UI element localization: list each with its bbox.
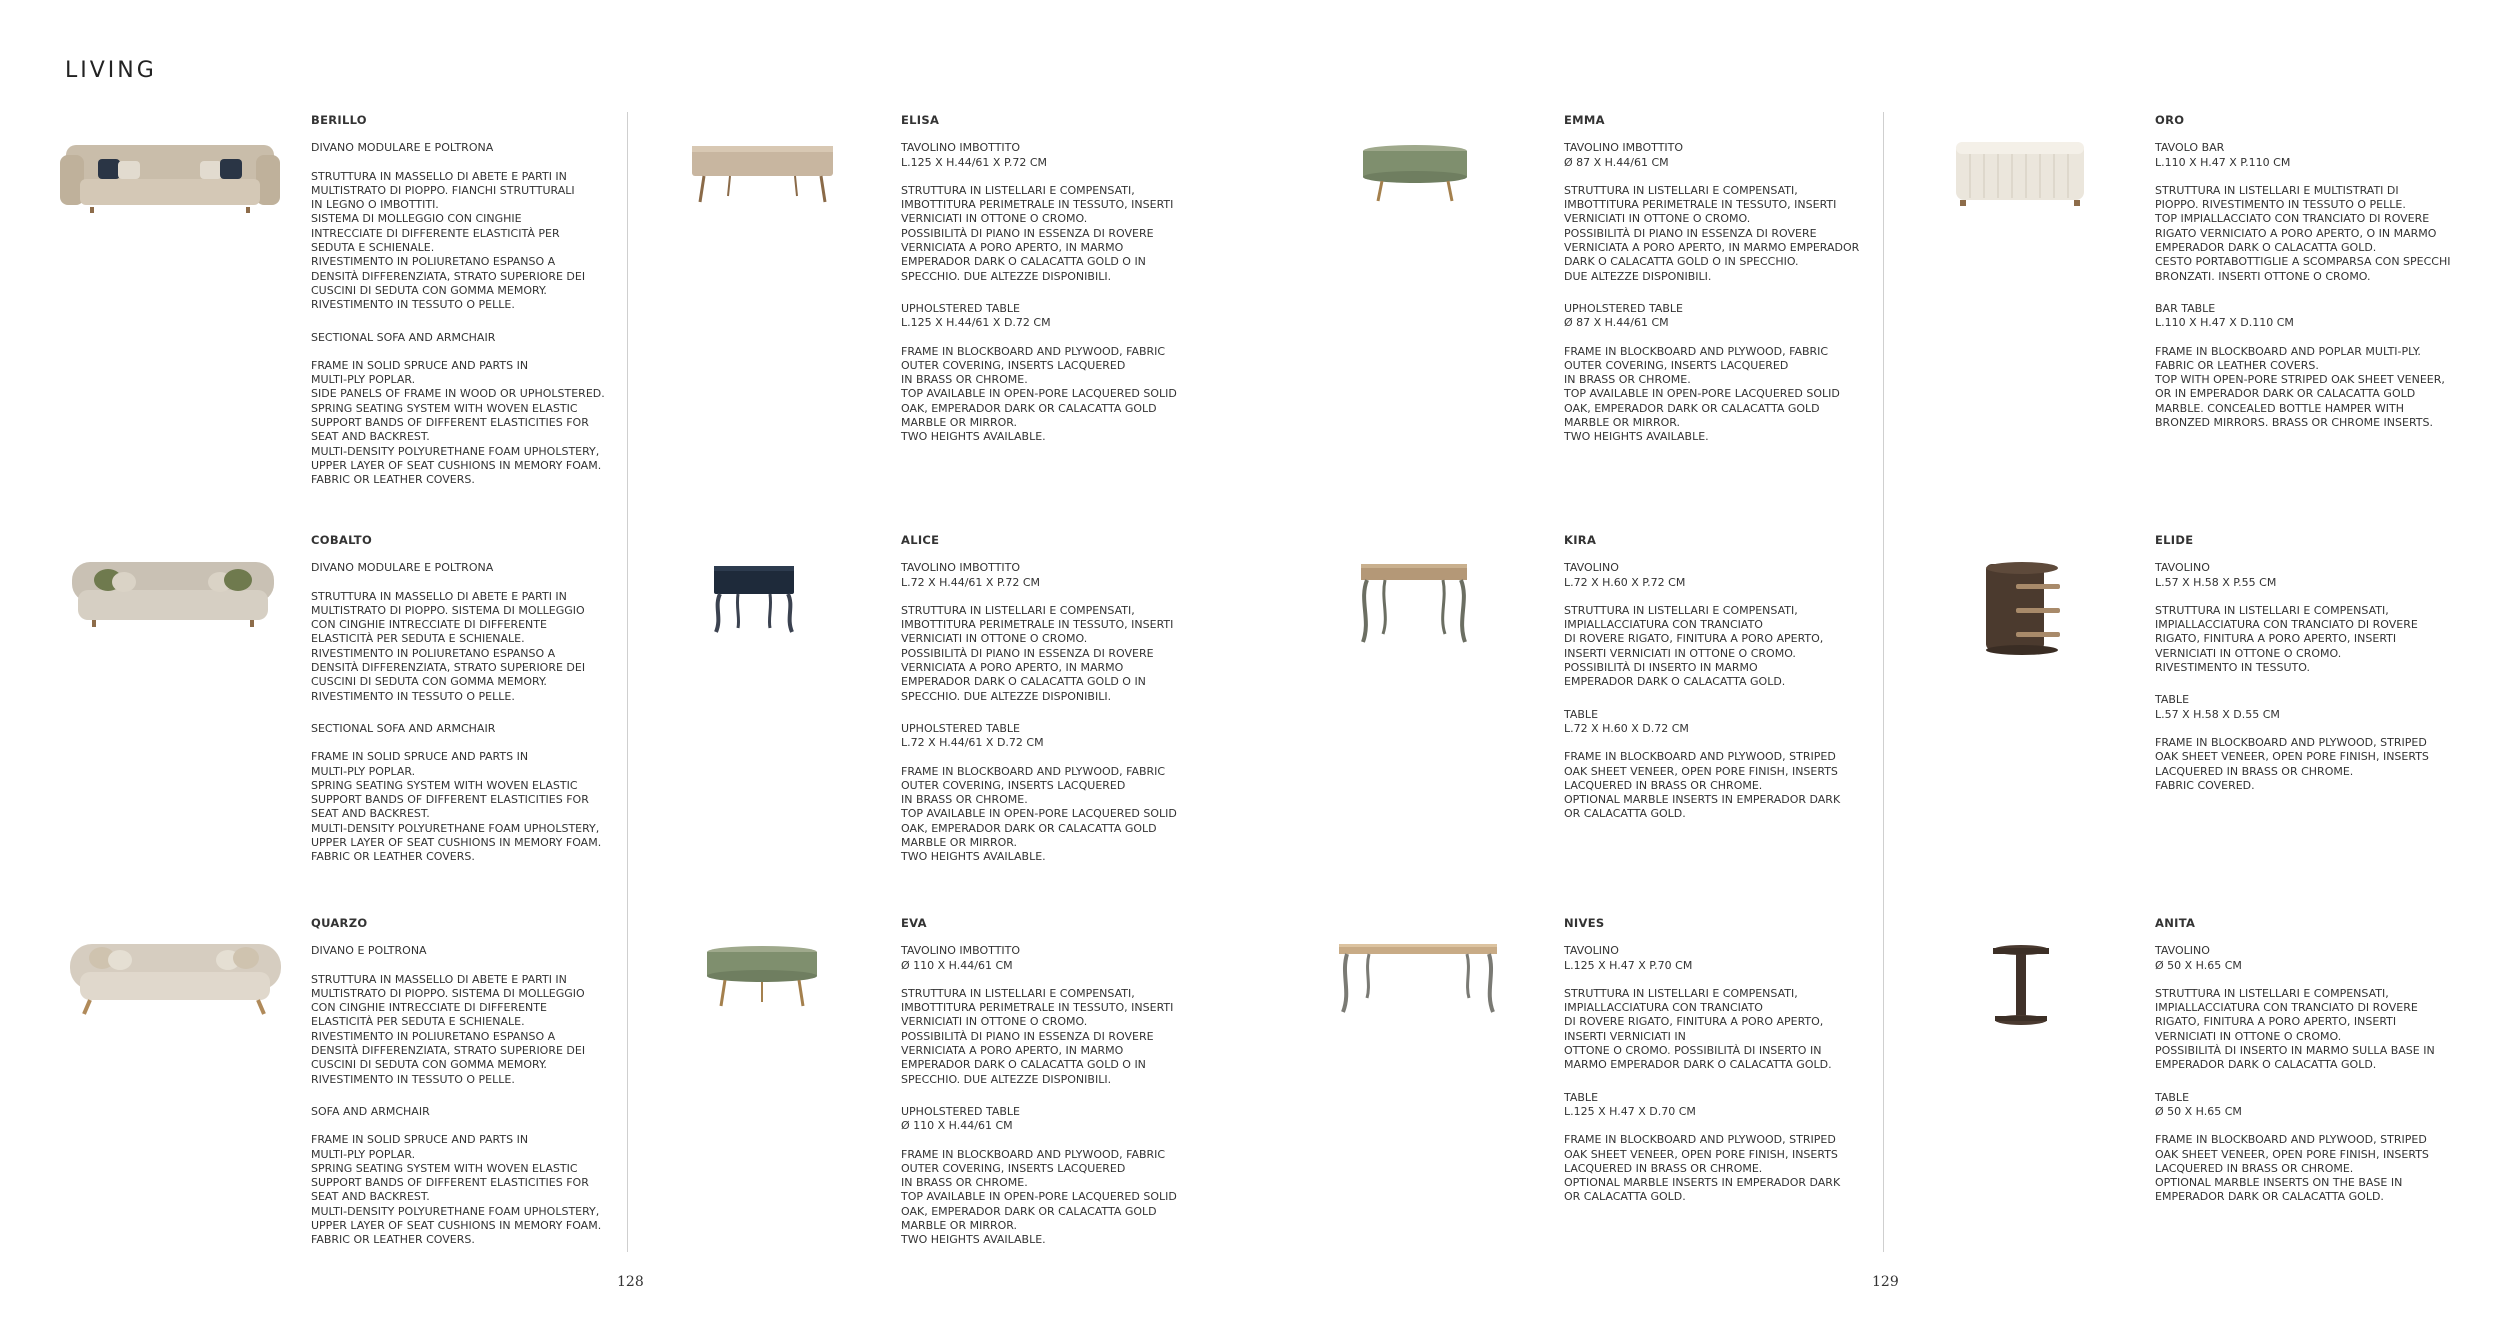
english-type: UPHOLSTERED TABLE [1564,301,1683,315]
italian-description: STRUTTURA IN LISTELLARI E COMPENSATI, IMBOTTITURA PERIMETRALE IN TESSUTO, INSERTI VERNICIATI IN OTTONE O CROMO. POSSIBILITÀ DI PIANO IN ESSENZA DI ROVERE VERNICIATA A PORO APERTO, IN MARMO EMPERADOR DARK O CALACATTA GOLD O IN SPECCHIO. DUE ALTEZZE DISPONIBILI. [1564,183,1860,283]
english-type: TABLE [2155,693,2190,707]
column-divider-left [627,112,628,1252]
italian-description: STRUTTURA IN LISTELLARI E COMPENSATI, IMBOTTITURA PERIMETRALE IN TESSUTO, INSERTI VERNICIATI IN OTTONE O CROMO. POSSIBILITÀ DI PIANO IN ESSENZA DI ROVERE VERNICIATA A PORO APERTO, IN MARMO EMPERADOR DARK O CALACATTA GOLD O IN SPECCHIO. DUE ALTEZZE DISPONIBILI. [901,183,1174,283]
product-anita [2155,916,2455,1205]
italian-dimensions: L.72 X H.44/61 X P.72 CM [901,575,1041,589]
product-name: COBALTO [311,533,373,547]
italian-type: DIVANO MODULARE E POLTRONA [311,141,494,155]
product-name: ELIDE [2155,533,2194,547]
english-description: FRAME IN BLOCKBOARD AND PLYWOOD, STRIPED OAK SHEET VENEER, OPEN PORE FINISH, INSERTS LACQUERED IN BRASS OR CHROME. OPTIONAL MARBLE INSERTS ON THE BASE IN EMPERADOR DARK OR CALACATTA GOLD. [2155,1133,2429,1204]
product-name: NIVES [1564,916,1605,930]
english-description: FRAME IN BLOCKBOARD AND PLYWOOD, STRIPED OAK SHEET VENEER, OPEN PORE FINISH, INSERTS LACQUERED IN BRASS OR CHROME. OPTIONAL MARBLE INSERTS IN EMPERADOR DARK OR CALACATTA GOLD. [1564,750,1841,821]
english-type: TABLE [2155,1090,2190,1104]
nives-table-image [1333,940,1503,1015]
product-alice [901,533,1201,865]
english-description: FRAME IN BLOCKBOARD AND POPLAR MULTI-PLY. FABRIC OR LEATHER COVERS. TOP WITH OPEN-PORE STRIPED OAK SHEET VENEER, OR IN EMPERADOR DARK OR CALACATTA GOLD MARBLE. CONCEALED BOTTLE HAMPER WITH BRONZED MIRRORS. BRASS OR CHROME INSERTS. [2155,344,2445,430]
product-name: KIRA [1564,533,1597,547]
english-type: BAR TABLE [2155,301,2216,315]
quarzo-sofa-image [68,930,283,1015]
italian-dimensions: L.72 X H.60 X P.72 CM [1564,575,1686,589]
italian-description: STRUTTURA IN LISTELLARI E MULTISTRATI DI PIOPPO. RIVESTIMENTO IN TESSUTO O PELLE. TOP IMPIALLACCIATO CON TRANCIATO DI ROVERE RIGATO VERNICIATO A PORO APERTO, O IN MARMO EMPERADOR DARK O CALACATTA GOLD. CESTO PORTABOTTIGLIE A SCOMPARSA CON SPECCHI BRONZATI. INSERTI OTTONE O CROMO. [2155,183,2451,283]
anita-table-image [1990,942,2052,1027]
english-dimensions: Ø 110 X H.44/61 CM [901,1119,1013,1133]
italian-dimensions: L.125 X H.44/61 X P.72 CM [901,155,1048,169]
italian-description: STRUTTURA IN LISTELLARI E COMPENSATI, IMPIALLACCIATURA CON TRANCIATO DI ROVERE RIGATO, FINITURA A PORO APERTO, INSERTI VERNICIATI IN OTTONE O CROMO. RIVESTIMENTO IN TESSUTO. [2155,603,2418,675]
italian-type: TAVOLINO IMBOTTITO [1564,141,1684,155]
product-emma [1564,113,1864,445]
product-cobalto [311,533,611,865]
product-name: ANITA [2155,916,2196,930]
product-berillo [311,113,611,488]
italian-description: STRUTTURA IN MASSELLO DI ABETE E PARTI IN MULTISTRATO DI PIOPPO. SISTEMA DI MOLLEGGIO CON CINGHIE INTRECCIATE DI DIFFERENTE ELASTICITÀ PER SEDUTA E SCHIENALE. RIVESTIMENTO IN POLIURETANO ESPANSO A DENSITÀ DIFFERENZIATA, STRATO SUPERIORE DEI CUSCINI DI SEDUTA CON GOMMA MEMORY. RIVESTIMENTO IN TESSUTO O PELLE. [311,589,586,703]
english-description: FRAME IN SOLID SPRUCE AND PARTS IN MULTI-PLY POPLAR. SPRING SEATING SYSTEM WITH WOVEN ELASTIC SUPPORT BANDS OF DIFFERENT ELASTICITIES FOR SEAT AND BACKREST. MULTI-DENSITY POLYURETHANE FOAM UPHOLSTERY, UPPER LAYER OF SEAT CUSHIONS IN MEMORY FOAM. FABRIC OR LEATHER COVERS. [311,750,602,864]
kira-table-image [1355,560,1473,645]
english-description: FRAME IN SOLID SPRUCE AND PARTS IN MULTI-PLY POPLAR. SPRING SEATING SYSTEM WITH WOVEN ELASTIC SUPPORT BANDS OF DIFFERENT ELASTICITIES FOR SEAT AND BACKREST. MULTI-DENSITY POLYURETHANE FOAM UPHOLSTERY, UPPER LAYER OF SEAT CUSHIONS IN MEMORY FOAM. FABRIC OR LEATHER COVERS. [311,1133,602,1247]
product-name: EVA [901,916,927,930]
section-title: LIVING [65,58,157,83]
italian-type: TAVOLINO IMBOTTITO [901,561,1021,575]
product-kira [1564,533,1864,822]
english-dimensions: L.125 X H.44/61 X D.72 CM [901,316,1051,330]
product-oro [2155,113,2455,430]
product-elisa [901,113,1201,445]
italian-type: TAVOLINO IMBOTTITO [901,944,1021,958]
english-dimensions: L.72 X H.60 X D.72 CM [1564,721,1689,735]
product-name: QUARZO [311,916,368,930]
product-name: ORO [2155,113,2185,127]
english-type: SOFA AND ARMCHAIR [311,1104,430,1118]
italian-description: STRUTTURA IN LISTELLARI E COMPENSATI, IMBOTTITURA PERIMETRALE IN TESSUTO, INSERTI VERNICIATI IN OTTONE O CROMO. POSSIBILITÀ DI PIANO IN ESSENZA DI ROVERE VERNICIATA A PORO APERTO, IN MARMO EMPERADOR DARK O CALACATTA GOLD O IN SPECCHIO. DUE ALTEZZE DISPONIBILI. [901,603,1174,703]
column-divider-right [1883,112,1884,1252]
italian-type: DIVANO E POLTRONA [311,944,427,958]
product-name: ALICE [901,533,940,547]
italian-dimensions: Ø 110 X H.44/61 CM [901,958,1013,972]
italian-type: TAVOLINO [1564,561,1619,575]
page-number-right: 129 [1872,1274,1899,1290]
alice-table-image [708,562,800,634]
english-description: FRAME IN BLOCKBOARD AND PLYWOOD, FABRIC OUTER COVERING, INSERTS LACQUERED IN BRASS OR CHROME. TOP AVAILABLE IN OPEN-PORE LACQUERED SOLID OAK, EMPERADOR DARK OR CALACATTA GOLD MARBLE OR MIRROR. TWO HEIGHTS AVAILABLE. [1564,344,1840,444]
product-name: EMMA [1564,113,1605,127]
italian-type: TAVOLINO [2155,944,2210,958]
italian-type: TAVOLO BAR [2155,141,2225,155]
english-dimensions: L.125 X H.47 X D.70 CM [1564,1104,1696,1118]
emma-table-image [1360,143,1470,205]
english-dimensions: L.72 X H.44/61 X D.72 CM [901,736,1044,750]
italian-type: TAVOLINO [1564,944,1619,958]
product-quarzo [311,916,611,1248]
italian-dimensions: L.57 X H.58 X P.55 CM [2155,575,2277,589]
english-dimensions: L.110 X H.47 X D.110 CM [2155,316,2294,330]
english-description: FRAME IN BLOCKBOARD AND PLYWOOD, STRIPED OAK SHEET VENEER, OPEN PORE FINISH, INSERTS LACQUERED IN BRASS OR CHROME. FABRIC COVERED. [2155,735,2429,792]
eva-table-image [705,944,820,1009]
oro-bar-table-image [1950,138,2090,210]
italian-description: STRUTTURA IN LISTELLARI E COMPENSATI, IMPIALLACCIATURA CON TRANCIATO DI ROVERE RIGATO, FINITURA A PORO APERTO, INSERTI VERNICIATI IN OTTONE O CROMO. POSSIBILITÀ DI INSERTO IN MARMO EMPERADOR DARK O CALACATTA GOLD. [1564,986,1832,1072]
product-eva [901,916,1201,1248]
english-type: TABLE [1564,707,1599,721]
english-description: FRAME IN BLOCKBOARD AND PLYWOOD, FABRIC OUTER COVERING, INSERTS LACQUERED IN BRASS OR CHROME. TOP AVAILABLE IN OPEN-PORE LACQUERED SOLID OAK, EMPERADOR DARK OR CALACATTA GOLD MARBLE OR MIRROR. TWO HEIGHTS AVAILABLE. [901,344,1177,444]
italian-description: STRUTTURA IN LISTELLARI E COMPENSATI, IMBOTTITURA PERIMETRALE IN TESSUTO, INSERTI VERNICIATI IN OTTONE O CROMO. POSSIBILITÀ DI PIANO IN ESSENZA DI ROVERE VERNICIATA A PORO APERTO, IN MARMO EMPERADOR DARK O CALACATTA GOLD O IN SPECCHIO. DUE ALTEZZE DISPONIBILI. [901,986,1174,1086]
english-description: FRAME IN BLOCKBOARD AND PLYWOOD, FABRIC OUTER COVERING, INSERTS LACQUERED IN BRASS OR CHROME. TOP AVAILABLE IN OPEN-PORE LACQUERED SOLID OAK, EMPERADOR DARK OR CALACATTA GOLD MARBLE OR MIRROR. TWO HEIGHTS AVAILABLE. [901,1147,1177,1247]
english-type: SECTIONAL SOFA AND ARMCHAIR [311,721,496,735]
product-elide [2155,533,2455,793]
english-description: FRAME IN BLOCKBOARD AND PLYWOOD, STRIPED OAK SHEET VENEER, OPEN PORE FINISH, INSERTS LACQUERED IN BRASS OR CHROME. OPTIONAL MARBLE INSERTS IN EMPERADOR DARK OR CALACATTA GOLD. [1564,1133,1841,1204]
italian-dimensions: L.110 X H.47 X P.110 CM [2155,155,2291,169]
italian-type: TAVOLINO IMBOTTITO [901,141,1021,155]
page-number-left: 128 [617,1274,644,1290]
product-name: BERILLO [311,113,367,127]
english-dimensions: Ø 50 X H.65 CM [2155,1104,2242,1118]
italian-dimensions: L.125 X H.47 X P.70 CM [1564,958,1693,972]
english-dimensions: L.57 X H.58 X D.55 CM [2155,707,2280,721]
english-type: UPHOLSTERED TABLE [901,721,1020,735]
italian-description: STRUTTURA IN MASSELLO DI ABETE E PARTI IN MULTISTRATO DI PIOPPO. SISTEMA DI MOLLEGGIO CON CINGHIE INTRECCIATE DI DIFFERENTE ELASTICITÀ PER SEDUTA E SCHIENALE. RIVESTIMENTO IN POLIURETANO ESPANSO A DENSITÀ DIFFERENZIATA, STRATO SUPERIORE DEI CUSCINI DI SEDUTA CON GOMMA MEMORY. RIVESTIMENTO IN TESSUTO O PELLE. [311,972,586,1086]
cobalto-sofa-image [68,550,278,630]
italian-type: DIVANO MODULARE E POLTRONA [311,561,494,575]
italian-description: STRUTTURA IN LISTELLARI E COMPENSATI, IMPIALLACCIATURA CON TRANCIATO DI ROVERE RIGATO, FINITURA A PORO APERTO, INSERTI VERNICIATI IN OTTONE O CROMO. POSSIBILITÀ DI INSERTO IN MARMO SULLA BASE IN EMPERADOR DARK O CALACATTA GOLD. [2155,986,2435,1072]
italian-description: STRUTTURA IN LISTELLARI E COMPENSATI, IMPIALLACCIATURA CON TRANCIATO DI ROVERE RIGATO, FINITURA A PORO APERTO, INSERTI VERNICIATI IN OTTONE O CROMO. POSSIBILITÀ DI INSERTO IN MARMO EMPERADOR DARK O CALACATTA GOLD. [1564,603,1824,689]
english-description: FRAME IN BLOCKBOARD AND PLYWOOD, FABRIC OUTER COVERING, INSERTS LACQUERED IN BRASS OR CHROME. TOP AVAILABLE IN OPEN-PORE LACQUERED SOLID OAK, EMPERADOR DARK OR CALACATTA GOLD MARBLE OR MIRROR. TWO HEIGHTS AVAILABLE. [901,764,1177,864]
berillo-sofa-image [60,135,280,215]
elide-table-image [1982,560,2064,655]
italian-type: TAVOLINO [2155,561,2210,575]
italian-description: STRUTTURA IN MASSELLO DI ABETE E PARTI IN MULTISTRATO DI PIOPPO. FIANCHI STRUTTURALI IN LEGNO O IMBOTTITI. SISTEMA DI MOLLEGGIO CON CINGHIE INTRECCIATE DI DIFFERENTE ELASTICITÀ PER SEDUTA E SCHIENALE. RIVESTIMENTO IN POLIURETANO ESPANSO A DENSITÀ DIFFERENZIATA, STRATO SUPERIORE DEI CUSCINI DI SEDUTA CON GOMMA MEMORY. RIVESTIMENTO IN TESSUTO O PELLE. [311,169,586,312]
english-description: FRAME IN SOLID SPRUCE AND PARTS IN MULTI-PLY POPLAR. SIDE PANELS OF FRAME IN WOOD OR UPHOLSTERED. SPRING SEATING SYSTEM WITH WOVEN ELASTIC SUPPORT BANDS OF DIFFERENT ELASTICITIES FOR SEAT AND BACKREST. MULTI-DENSITY POLYURETHANE FOAM UPHOLSTERY, UPPER LAYER OF SEAT CUSHIONS IN MEMORY FOAM. FABRIC OR LEATHER COVERS. [311,358,605,487]
english-dimensions: Ø 87 X H.44/61 CM [1564,316,1669,330]
english-type: TABLE [1564,1090,1599,1104]
product-nives [1564,916,1864,1205]
english-type: SECTIONAL SOFA AND ARMCHAIR [311,330,496,344]
product-name: ELISA [901,113,940,127]
english-type: UPHOLSTERED TABLE [901,301,1020,315]
elisa-table-image [690,140,835,205]
italian-dimensions: Ø 50 X H.65 CM [2155,958,2242,972]
italian-dimensions: Ø 87 X H.44/61 CM [1564,155,1669,169]
english-type: UPHOLSTERED TABLE [901,1104,1020,1118]
